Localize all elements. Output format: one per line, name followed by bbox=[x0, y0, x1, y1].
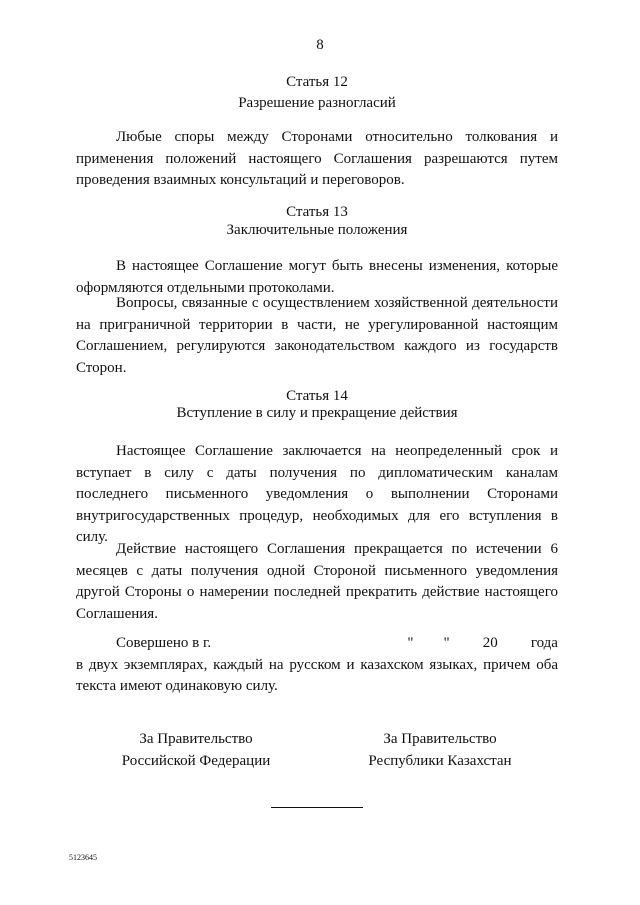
article-12-paragraph-1: Любые споры между Сторонами относительно толкования и применения положений настоящего Соглашения разрешаются путем проведения взаимных консультаций и переговоров. bbox=[76, 129, 558, 188]
article-13-paragraph-1: В настоящее Соглашение могут быть внесены изменения, которые оформляются отдельными протоколами. bbox=[76, 258, 558, 296]
article-13-number: Статья 13 bbox=[286, 204, 348, 220]
document-code: 5123645 bbox=[69, 853, 97, 862]
year-suffix: года bbox=[530, 635, 558, 651]
date-quotes bbox=[407, 633, 449, 655]
signed-clause bbox=[76, 633, 558, 698]
closing-rule bbox=[271, 807, 363, 808]
signatory-kazakhstan-line1: За Правительство bbox=[383, 731, 497, 747]
article-12-title: Разрешение разногласий bbox=[238, 95, 396, 111]
signatory-kazakhstan bbox=[360, 729, 520, 772]
page-number: 8 bbox=[316, 37, 324, 53]
article-13-paragraph-2: Вопросы, связанные с осуществлением хозяйственной деятельности на приграничной территории в части, не урегулированной настоящим Соглашением, регулируются законодательством каждого из государств Сторон. bbox=[76, 295, 558, 376]
signatory-kazakhstan-line2: Республики Казахстан bbox=[368, 752, 512, 769]
article-14-paragraph-2: Действие настоящего Соглашения прекращается по истечении 6 месяцев с даты получения одной Стороной письменного уведомления другой Стороны о намерении последней прекратить действие настоящего Соглашения. bbox=[76, 541, 558, 622]
article-13-title: Заключительные положения bbox=[226, 222, 408, 238]
signatory-russia-line1: За Правительство bbox=[139, 731, 253, 747]
article-12-number: Статья 12 bbox=[286, 74, 348, 90]
signed-clause-first-line bbox=[76, 633, 558, 655]
quote-open: " bbox=[407, 635, 414, 651]
place-label: Совершено в г. bbox=[116, 635, 212, 651]
signatory-russia-line2: Российской Федерации bbox=[121, 752, 271, 769]
signatory-russia bbox=[113, 729, 279, 772]
article-14-title: Вступление в силу и прекращение действия bbox=[176, 405, 458, 421]
year-prefix: 20 bbox=[482, 635, 498, 651]
article-14-number: Статья 14 bbox=[286, 388, 348, 404]
article-14-paragraph-1: Настоящее Соглашение заключается на неопределенный срок и вступает в силу с даты получения по дипломатическим каналам последнего письменного уведомления о выполнении Сторонами внутригосударственных процедур, необходимых для его вступления в силу. bbox=[76, 443, 558, 545]
quote-close: " bbox=[443, 635, 450, 651]
signed-clause-text: в двух экземплярах, каждый на русском и казахском языках, причем оба текста имеют одинаковую силу. bbox=[76, 656, 558, 694]
